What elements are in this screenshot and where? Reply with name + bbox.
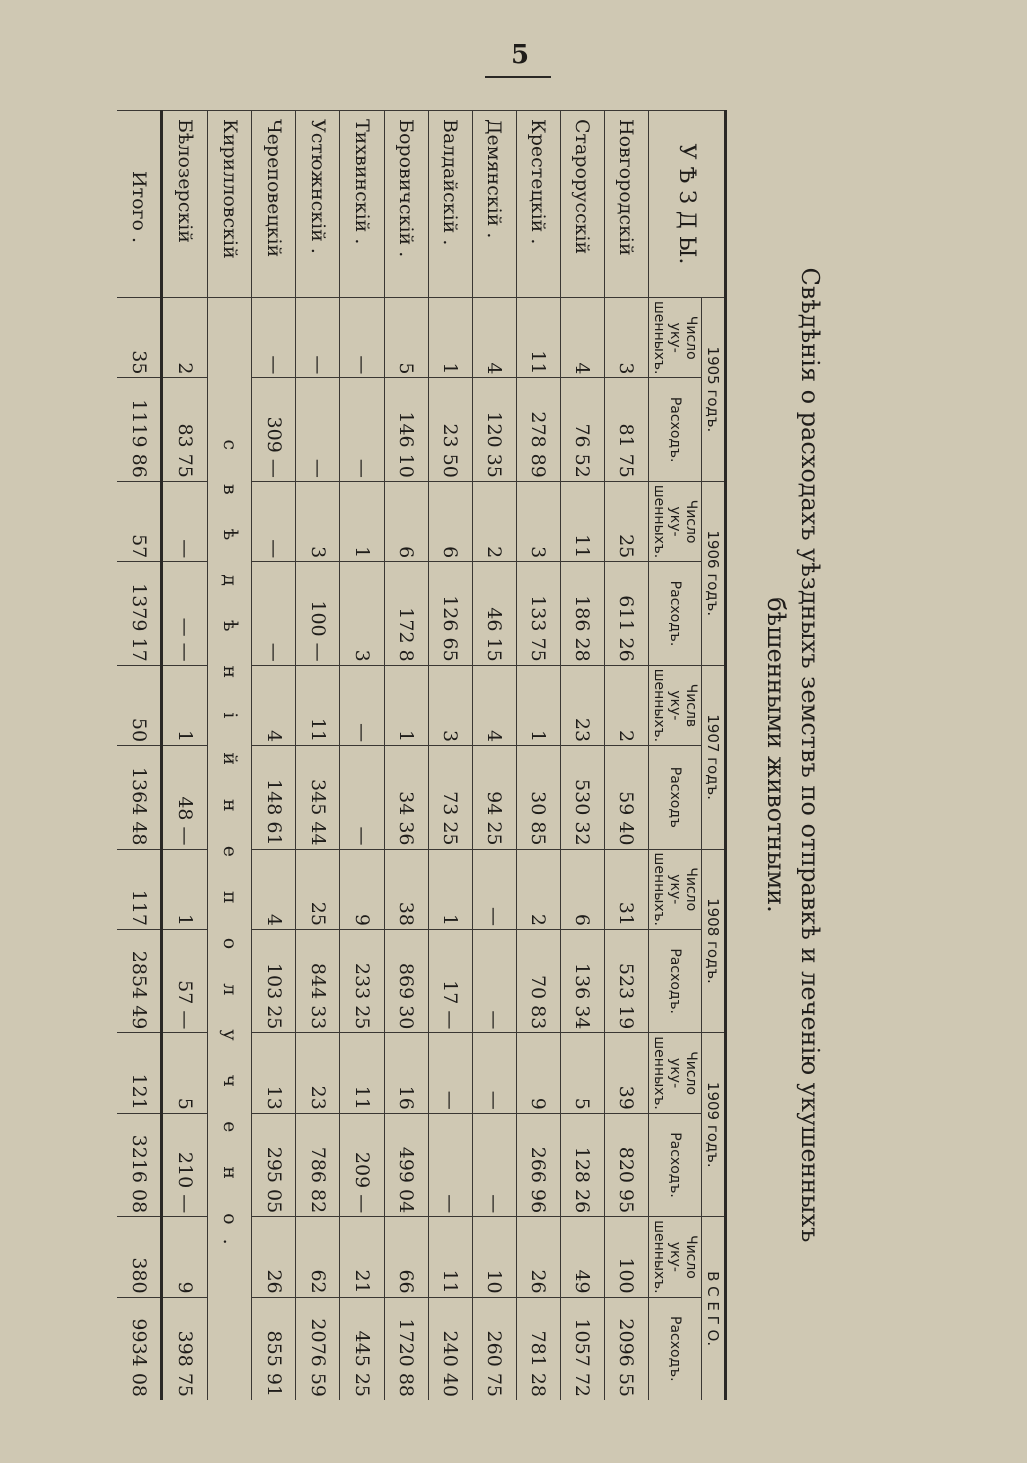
count-cell: 1 — [516, 665, 560, 745]
count-cell: 26 — [252, 1217, 296, 1297]
count-cell: 9 — [340, 849, 384, 929]
cost-cell: 136 34 — [560, 929, 604, 1032]
cost-cell: 398 75 — [162, 1297, 208, 1400]
cost-cell: 445 25 — [340, 1297, 384, 1400]
cost-subheader: Расходъ. — [649, 1113, 702, 1216]
count-subheader: Число уку-шенныхъ. — [649, 849, 702, 929]
cost-cell: 34 36 — [384, 746, 428, 849]
cost-cell: 278 89 — [516, 378, 560, 481]
count-cell: 5 — [384, 298, 428, 378]
cost-cell: 3 — [340, 562, 384, 665]
count-cell: 3 — [516, 481, 560, 561]
count-cell: 6 — [560, 849, 604, 929]
cost-cell: 23 50 — [428, 378, 472, 481]
count-cell: 1 — [384, 665, 428, 745]
cost-cell: 17 — — [428, 929, 472, 1032]
count-subheader: Число уку-шенныхъ. — [649, 298, 702, 378]
table-row — [472, 111, 516, 1401]
cost-subheader: Расходъ. — [649, 378, 702, 481]
cost-subheader: Расходъ. — [649, 562, 702, 665]
count-cell: 117 — [117, 849, 162, 929]
count-cell: 2 — [162, 298, 208, 378]
cost-cell: 172 8 — [384, 562, 428, 665]
count-cell: — — [340, 298, 384, 378]
cost-cell: 126 65 — [428, 562, 472, 665]
title-line-1: Свѣдѣнія о расходахъ уѣздныхъ земствъ по отправкѣ и леченію укушенныхъ — [796, 267, 824, 1243]
cost-cell: 309 — — [252, 378, 296, 481]
cost-cell: 1057 72 — [560, 1297, 604, 1400]
count-cell: 380 — [117, 1217, 162, 1297]
district-name: Крестецкій . — [516, 111, 560, 298]
cost-cell: 9934 08 — [117, 1297, 162, 1400]
cost-cell: 345 44 — [296, 746, 340, 849]
count-cell: 4 — [252, 849, 296, 929]
count-cell: 10 — [472, 1217, 516, 1297]
cost-cell: 869 30 — [384, 929, 428, 1032]
count-cell: — — [162, 481, 208, 561]
cost-cell: 59 40 — [604, 746, 648, 849]
cost-cell: 120 35 — [472, 378, 516, 481]
district-name: Новгородскій — [604, 111, 648, 298]
count-cell: 11 — [560, 481, 604, 561]
cost-cell: 1720 88 — [384, 1297, 428, 1400]
cost-cell: 786 82 — [296, 1113, 340, 1216]
cost-cell: 73 25 — [428, 746, 472, 849]
district-name: Тихвинскій . — [340, 111, 384, 298]
cost-subheader: Расходъ. — [649, 1297, 702, 1400]
count-subheader: Числв уку-шенныхъ. — [649, 665, 702, 745]
cost-cell: 83 75 — [162, 378, 208, 481]
cost-cell: 1119 86 — [117, 378, 162, 481]
year-1908-header: 1908 годъ. — [702, 849, 726, 1033]
cost-cell: 209 — — [340, 1113, 384, 1216]
district-name: Старорусскій — [560, 111, 604, 298]
count-cell: 100 — [604, 1217, 648, 1297]
count-cell: 9 — [516, 1033, 560, 1113]
count-cell: — — [472, 849, 516, 929]
count-cell: 1 — [162, 665, 208, 745]
district-name: Бѣлозерскій — [162, 111, 208, 298]
cost-cell: 1364 48 — [117, 746, 162, 849]
count-cell: 23 — [296, 1033, 340, 1113]
count-cell: 4 — [472, 298, 516, 378]
table-row — [208, 111, 252, 1401]
table-title — [727, 110, 857, 1400]
count-subheader: Число уку-шенныхъ. — [649, 1033, 702, 1113]
table-row — [516, 111, 560, 1401]
cost-cell: 260 75 — [472, 1297, 516, 1400]
table-row — [252, 111, 296, 1401]
cost-cell: 76 52 — [560, 378, 604, 481]
district-column-header: У Ѣ З Д Ы. — [649, 111, 726, 298]
cost-cell: 103 25 — [252, 929, 296, 1032]
table-row — [428, 111, 472, 1401]
cost-subheader: Расходъ — [649, 746, 702, 849]
count-cell: 1 — [428, 298, 472, 378]
count-cell: 25 — [296, 849, 340, 929]
cost-cell: — — [428, 1113, 472, 1216]
count-cell: 50 — [117, 665, 162, 745]
cost-cell: — — [252, 562, 296, 665]
cost-cell: 186 28 — [560, 562, 604, 665]
subheader-row — [649, 111, 702, 1401]
cost-cell: — — [340, 746, 384, 849]
cost-cell: 81 75 — [604, 378, 648, 481]
count-cell: 5 — [560, 1033, 604, 1113]
cost-cell: 70 83 — [516, 929, 560, 1032]
year-1907-header: 1907 годъ. — [702, 665, 726, 849]
count-subheader: Число уку-шенныхъ. — [649, 1217, 702, 1297]
table-row — [560, 111, 604, 1401]
cost-cell: 146 10 — [384, 378, 428, 481]
cost-cell: 210 — — [162, 1113, 208, 1216]
cost-cell: 844 33 — [296, 929, 340, 1032]
count-cell: — — [428, 1033, 472, 1113]
cost-cell: — — [340, 378, 384, 481]
year-1905-header: 1905 годъ. — [702, 298, 726, 482]
page-number: 5 — [510, 40, 530, 70]
cost-cell: 128 26 — [560, 1113, 604, 1216]
cost-cell: — — [296, 378, 340, 481]
district-name: Кирилловскій — [208, 111, 252, 298]
year-1906-header: 1906 годъ. — [702, 481, 726, 665]
cost-cell: — — [472, 929, 516, 1032]
cost-cell: 2096 55 — [604, 1297, 648, 1400]
cost-cell: 781 28 — [516, 1297, 560, 1400]
table-row — [117, 111, 162, 1401]
cost-cell: 48 — — [162, 746, 208, 849]
cost-cell: 233 25 — [340, 929, 384, 1032]
count-cell: 62 — [296, 1217, 340, 1297]
table-row — [384, 111, 428, 1401]
table-row — [340, 111, 384, 1401]
count-cell: — — [296, 298, 340, 378]
rotated-table-frame — [117, 110, 857, 1400]
count-cell: 49 — [560, 1217, 604, 1297]
cost-cell: 100 — — [296, 562, 340, 665]
count-cell: — — [252, 298, 296, 378]
cost-cell: 611 26 — [604, 562, 648, 665]
count-cell: 4 — [252, 665, 296, 745]
cost-cell: 499 04 — [384, 1113, 428, 1216]
district-name: Устюжнскій . — [296, 111, 340, 298]
count-cell: 9 — [162, 1217, 208, 1297]
district-name: Череповецкій — [252, 111, 296, 298]
count-cell: 35 — [117, 298, 162, 378]
count-cell: 1 — [340, 481, 384, 561]
count-cell: 11 — [340, 1033, 384, 1113]
total-header: В С Е Г О. — [702, 1217, 726, 1400]
cost-cell: 266 96 — [516, 1113, 560, 1216]
count-cell: 25 — [604, 481, 648, 561]
table-body — [117, 111, 649, 1401]
table-row — [604, 111, 648, 1401]
count-cell: — — [340, 665, 384, 745]
count-cell: — — [252, 481, 296, 561]
cost-cell: 855 91 — [252, 1297, 296, 1400]
cost-cell: 820 95 — [604, 1113, 648, 1216]
cost-cell: 530 32 — [560, 746, 604, 849]
cost-cell: 133 75 — [516, 562, 560, 665]
no-data-note: с в ѣ д ѣ н і й н е п о л у ч е н о. — [208, 298, 252, 1401]
district-name: Демянскій . — [472, 111, 516, 298]
count-cell: 1 — [162, 849, 208, 929]
cost-cell: 30 85 — [516, 746, 560, 849]
cost-cell: 3216 08 — [117, 1113, 162, 1216]
cost-cell: 240 40 — [428, 1297, 472, 1400]
count-cell: 4 — [560, 298, 604, 378]
cost-cell: — — — [162, 562, 208, 665]
cost-cell: 94 25 — [472, 746, 516, 849]
count-cell: 3 — [296, 481, 340, 561]
count-cell: 16 — [384, 1033, 428, 1113]
count-cell: 31 — [604, 849, 648, 929]
count-cell: 2 — [472, 481, 516, 561]
count-cell: 66 — [384, 1217, 428, 1297]
count-cell: 6 — [384, 481, 428, 561]
count-cell: 11 — [516, 298, 560, 378]
table-row — [296, 111, 340, 1401]
count-cell: 11 — [296, 665, 340, 745]
count-cell: 4 — [472, 665, 516, 745]
rotated-content — [117, 110, 857, 1400]
count-cell: 26 — [516, 1217, 560, 1297]
cost-cell: 148 61 — [252, 746, 296, 849]
count-cell: 38 — [384, 849, 428, 929]
table-row — [162, 111, 208, 1401]
cost-cell: 295 05 — [252, 1113, 296, 1216]
cost-subheader: Расходъ. — [649, 929, 702, 1032]
title-line-2: бѣшенными животными. — [762, 597, 790, 913]
count-cell: 2 — [604, 665, 648, 745]
count-cell: 2 — [516, 849, 560, 929]
count-cell: 11 — [428, 1217, 472, 1297]
count-cell: — — [472, 1033, 516, 1113]
expenses-table — [117, 110, 727, 1400]
cost-cell: 2076 59 — [296, 1297, 340, 1400]
count-cell: 3 — [604, 298, 648, 378]
cost-cell: 46 15 — [472, 562, 516, 665]
district-name: Итого . — [117, 111, 162, 298]
district-name: Валдайскій . — [428, 111, 472, 298]
count-cell: 6 — [428, 481, 472, 561]
count-cell: 3 — [428, 665, 472, 745]
count-cell: 1 — [428, 849, 472, 929]
count-cell: 57 — [117, 481, 162, 561]
year-1909-header: 1909 годъ. — [702, 1033, 726, 1217]
count-cell: 23 — [560, 665, 604, 745]
count-cell: 13 — [252, 1033, 296, 1113]
cost-cell: 523 19 — [604, 929, 648, 1032]
cost-cell: 57 — — [162, 929, 208, 1032]
cost-cell: 2854 49 — [117, 929, 162, 1032]
count-subheader: Число уку-шенныхъ. — [649, 481, 702, 561]
page-number-rule — [485, 76, 551, 78]
count-cell: 21 — [340, 1217, 384, 1297]
cost-cell: — — [472, 1113, 516, 1216]
count-cell: 39 — [604, 1033, 648, 1113]
cost-cell: 1379 17 — [117, 562, 162, 665]
district-name: Боровичскій . — [384, 111, 428, 298]
count-cell: 5 — [162, 1033, 208, 1113]
count-cell: 121 — [117, 1033, 162, 1113]
